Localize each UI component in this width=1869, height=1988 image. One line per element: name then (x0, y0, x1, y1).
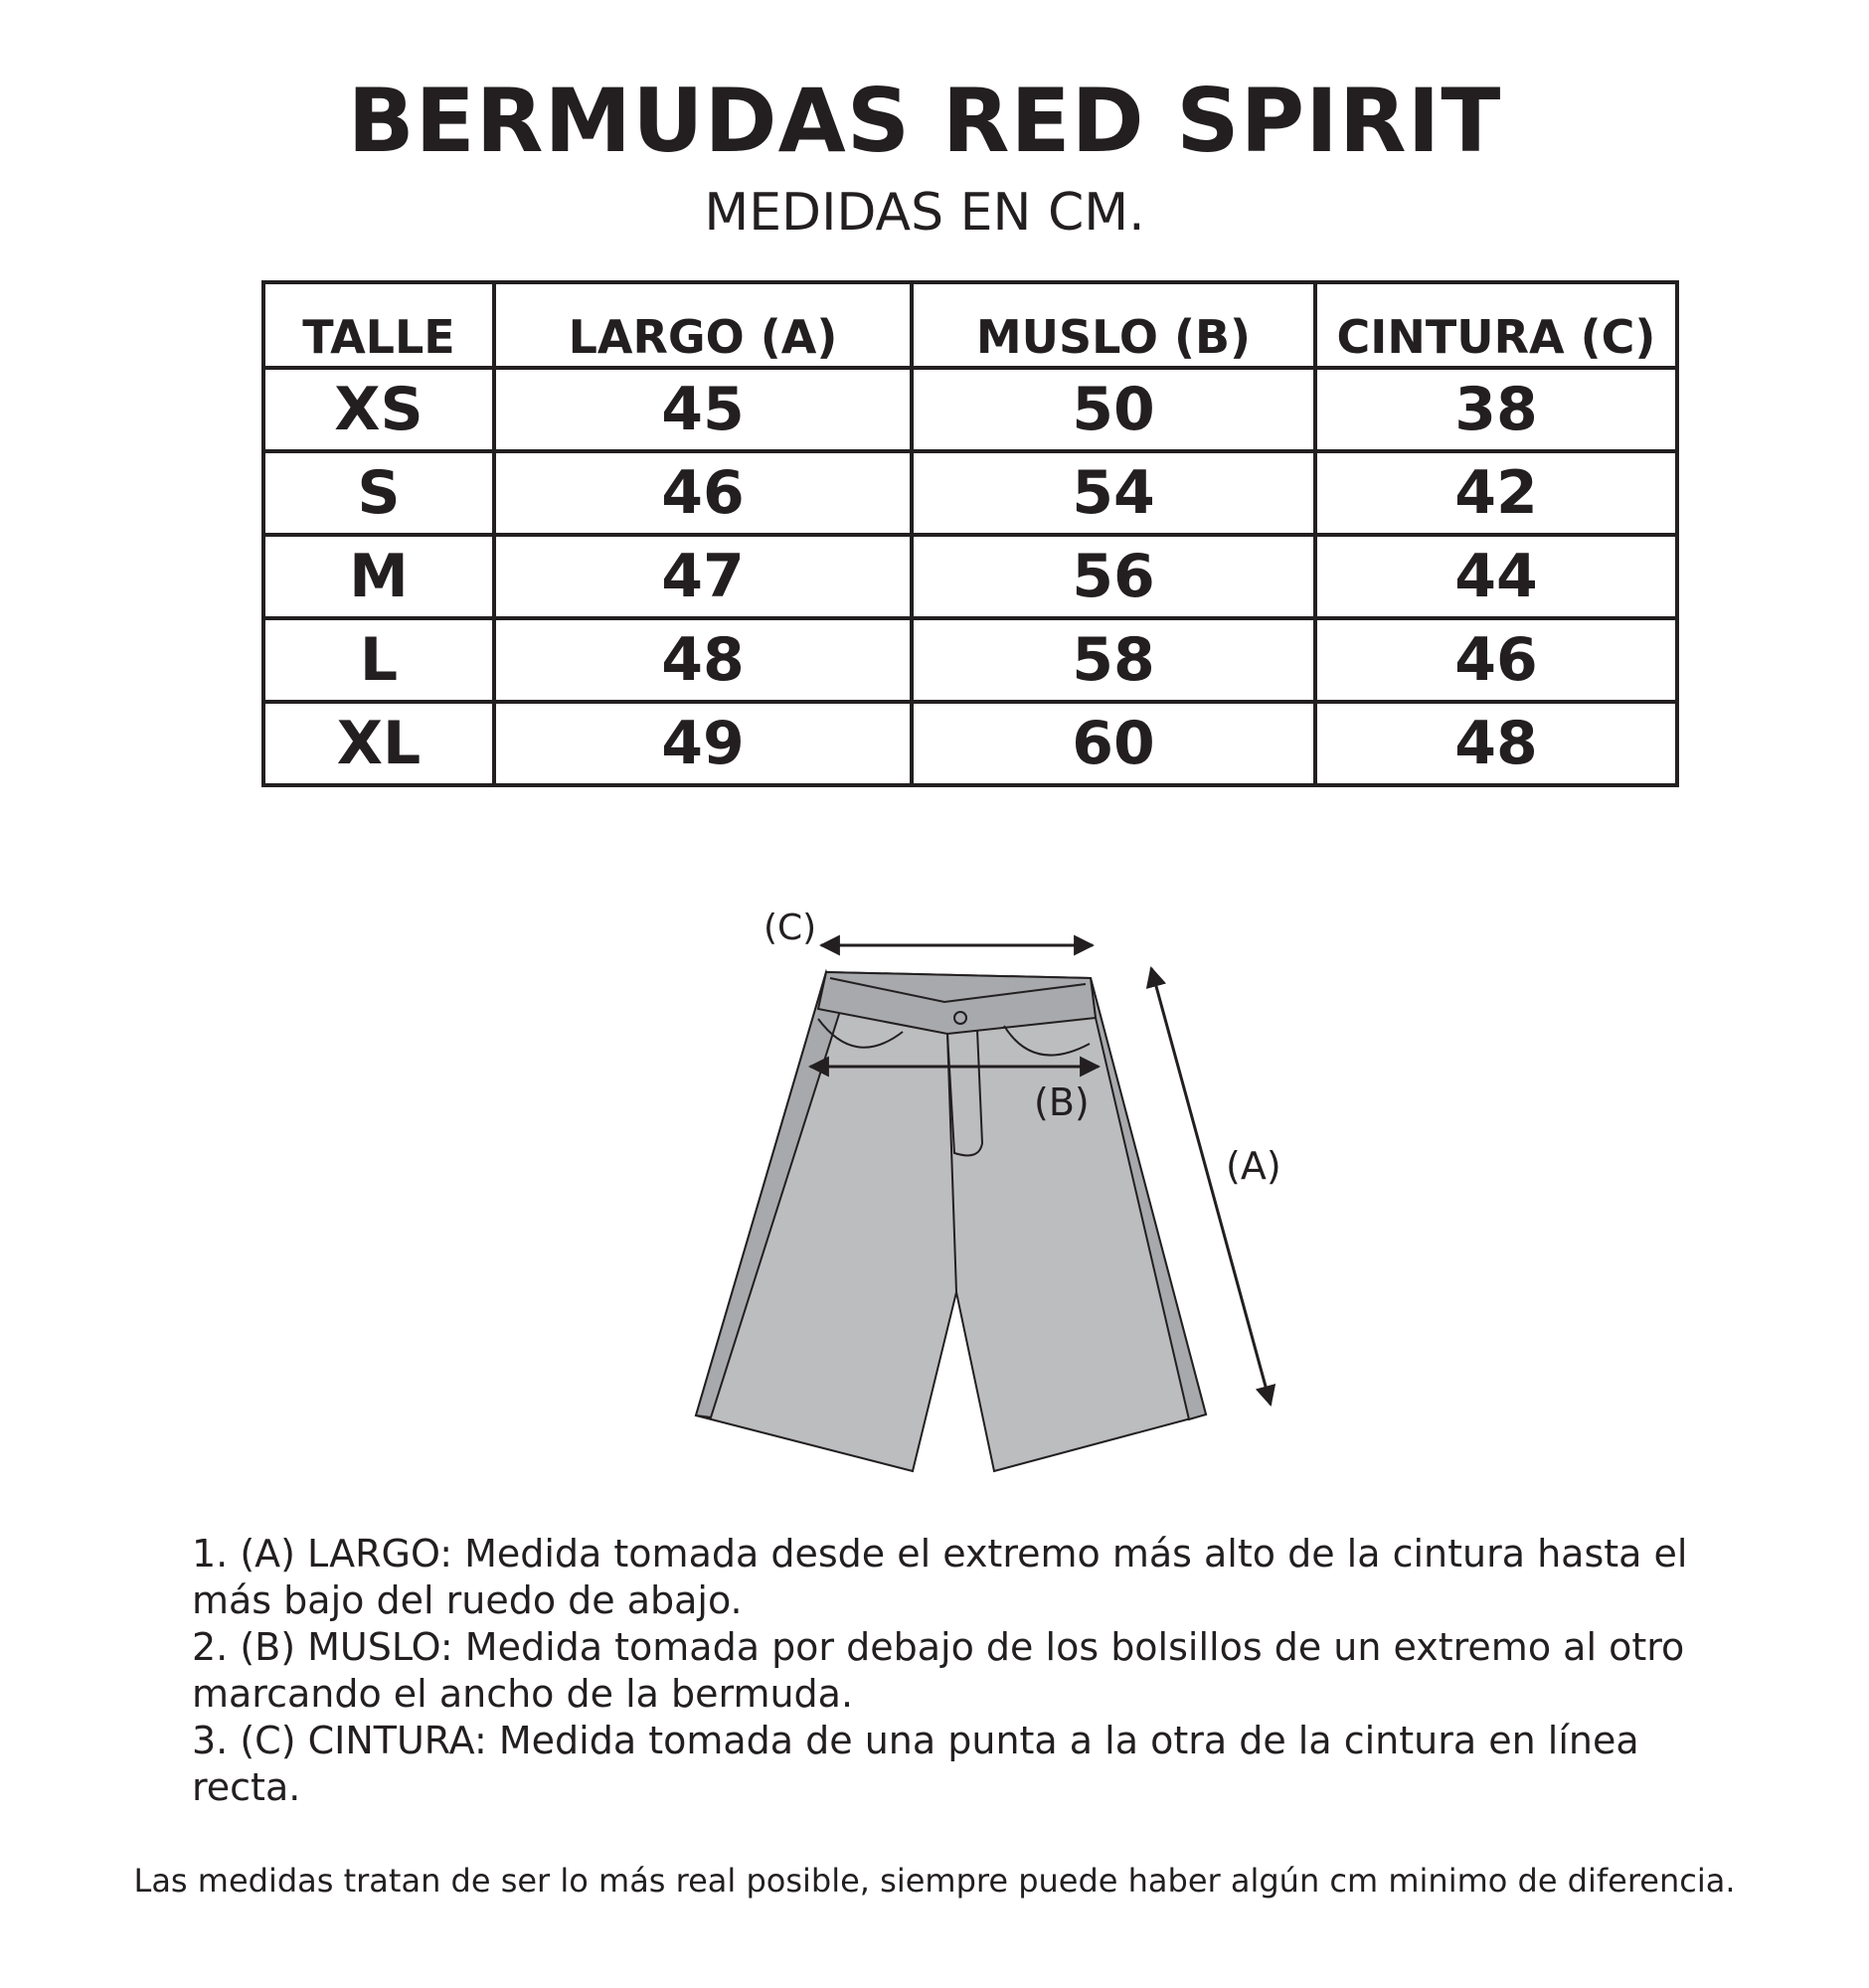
label-b: (B) (1034, 1080, 1090, 1124)
cell-muslo: 56 (912, 535, 1315, 618)
note-cintura: 3. (C) CINTURA: Medida tomada de una punta a la otra de la cintura en línea recta. (192, 1719, 1639, 1809)
shorts-illustration (696, 972, 1206, 1471)
cell-largo: 46 (494, 451, 912, 535)
table-row (263, 451, 1677, 535)
cell-muslo: 50 (912, 368, 1315, 451)
measurement-notes (192, 1531, 1743, 1811)
table-row (263, 618, 1677, 702)
cell-size: S (263, 451, 494, 535)
header-muslo: MUSLO (B) (912, 282, 1315, 368)
shorts-measurement-diagram (676, 895, 1312, 1491)
cell-muslo: 60 (912, 702, 1315, 785)
note-largo: 1. (A) LARGO: Medida tomada desde el extremo más alto de la cintura hasta el más bajo del ruedo de abajo. (192, 1532, 1688, 1622)
label-a: (A) (1226, 1144, 1281, 1188)
note-muslo: 2. (B) MUSLO: Medida tomada por debajo de los bolsillos de un extremo al otro marcando el ancho de la bermuda. (192, 1625, 1685, 1716)
cell-size: L (263, 618, 494, 702)
label-c: (C) (764, 908, 817, 948)
table-row (263, 702, 1677, 785)
cell-size: XL (263, 702, 494, 785)
cell-muslo: 58 (912, 618, 1315, 702)
header-talle: TALLE (263, 282, 494, 368)
cell-size: XS (263, 368, 494, 451)
table-row (263, 535, 1677, 618)
cell-cintura: 42 (1315, 451, 1677, 535)
cell-size: M (263, 535, 494, 618)
cell-largo: 48 (494, 618, 912, 702)
disclaimer: Las medidas tratan de ser lo más real posible, siempre puede haber algún cm minimo de diferencia. (133, 1862, 1736, 1900)
table-row (263, 368, 1677, 451)
table-header-row (263, 282, 1677, 368)
cell-cintura: 38 (1315, 368, 1677, 451)
header-largo: LARGO (A) (494, 282, 912, 368)
cell-cintura: 48 (1315, 702, 1677, 785)
cell-largo: 49 (494, 702, 912, 785)
page-subtitle: MEDIDAS EN CM. (704, 183, 1145, 243)
header-cintura: CINTURA (C) (1315, 282, 1677, 368)
cell-largo: 45 (494, 368, 912, 451)
cell-muslo: 54 (912, 451, 1315, 535)
cell-cintura: 46 (1315, 618, 1677, 702)
page-title: BERMUDAS RED SPIRIT (347, 70, 1502, 172)
cell-cintura: 44 (1315, 535, 1677, 618)
cell-largo: 47 (494, 535, 912, 618)
size-table (261, 280, 1679, 787)
